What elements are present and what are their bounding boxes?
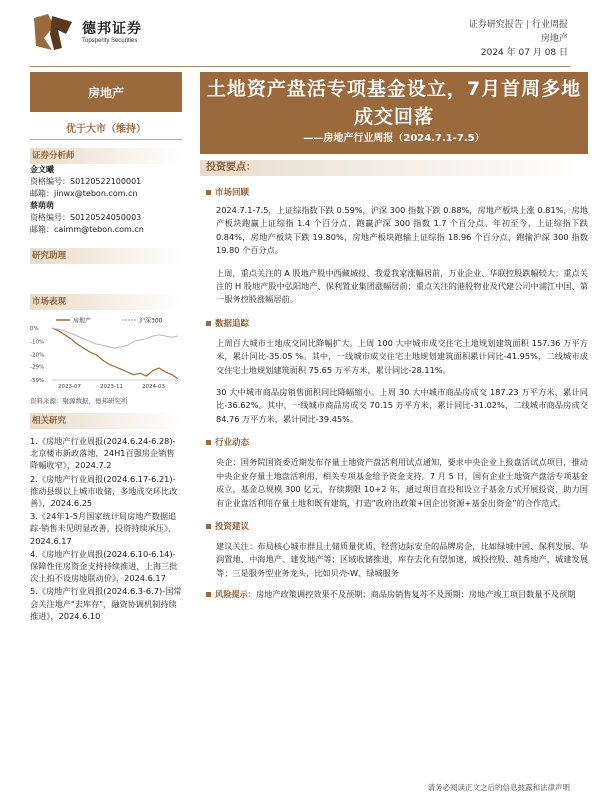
key-points-title: 投资要点： <box>200 160 588 176</box>
related-item[interactable]: 4.《房地产行业周报(2024.6.10-6.14)-保障性住房资金支持持续推进，上海三批次土拍不设房地联动价》，2024.6.17 <box>30 548 178 584</box>
related-item[interactable]: 5.《房地产行业周报(2024.6.3-6.7)-国常会关注地产"去库存"，融资协调机制持续推进》，2024.6.10 <box>30 586 182 621</box>
report-type: 证券研究报告 <box>468 20 523 30</box>
logo-chinese-name: 德邦证券 <box>82 21 142 37</box>
research-assistant-title: 研究助理 <box>30 248 182 264</box>
analysts-title: 证券分析师 <box>30 148 182 164</box>
chart-source: 资料来源：聚源数据，德邦研究所 <box>30 397 128 405</box>
bullet-icon <box>206 321 211 326</box>
risk-warning: 风险提示：房地产政策调控效果不及预期；商品房销售复苏不及预期；房地产竣工项目数量不及预期 <box>206 588 588 601</box>
paragraph: 30 大中城市商品房销售面积同比降幅缩小。上周 30 大中城市商品房成交 187.23 万平方米，累计同比-36.62%。其中，一线城市商品房成交 70.15 万平方米，累计同比-31.02%，二线城市商品房成交 84.76 万平方米，累计同比-39.45%。 <box>216 387 588 424</box>
risk-text: 房地产政策调控效果不及预期；商品房销售复苏不及预期；房地产竣工项目数量不及预期 <box>255 589 576 600</box>
bullet-icon <box>206 440 211 445</box>
bullet-icon <box>206 190 211 195</box>
company-logo <box>32 12 162 52</box>
logo-english-name: Topsperity Securities <box>82 38 138 44</box>
bullet-icon <box>206 524 211 529</box>
section-heading-industry-news: 行业动态 <box>206 436 588 450</box>
legend-label: 沪深300 <box>139 317 163 325</box>
analyst-name: 蔡萌萌 <box>30 201 54 210</box>
series-line-real-estate <box>52 328 178 379</box>
related-item[interactable]: 2.《房地产行业周报(2024.6.17-6.21)-推动县级以上城市收储，多地成交环比改善》，2024.6.25 <box>30 473 178 509</box>
y-tick-label: -39% <box>30 378 45 384</box>
chart-svg <box>30 314 182 394</box>
x-tick-label: 2024-03 <box>142 384 165 390</box>
related-research-title: 相关研究 <box>30 413 182 429</box>
industry-rating: 优于大市（维持） <box>30 120 182 140</box>
report-industry: 房地产 <box>540 34 568 44</box>
market-performance-chart <box>30 314 182 394</box>
y-tick-label: -10% <box>30 339 45 346</box>
header-divider <box>30 66 570 67</box>
report-date: 2024 年 07 月 08 日 <box>480 48 568 58</box>
report-title: 土地资产盘活专项基金设立，7月首周多地成交回落 <box>206 78 582 128</box>
paragraph: 建议关注：布局核心城市群且土储质量优质，经营边际安全的品牌房企，比如绿城中国、保利发展、华润置地、中海地产、建发地产等；区域收储推进，库存去化有望加速，城投控股、越秀地产、城建发展等；三是服务型业务龙头，比如贝壳-W、绿城服务 <box>216 540 588 578</box>
y-tick-label: 0% <box>30 326 39 332</box>
section-heading-investment-advice: 投资建议 <box>206 520 588 534</box>
related-research-list <box>30 435 182 622</box>
section-heading-market-review: 市场回顾 <box>206 186 588 200</box>
y-tick-label: -20% <box>30 352 45 359</box>
risk-heading: 风险提示 <box>215 589 248 600</box>
section-heading-data-tracking: 数据追踪 <box>206 317 588 331</box>
legal-footer: 请务必阅读正文之后的信息披露和法律声明 <box>427 783 570 792</box>
paragraph: 上周，重点关注的 A 股地产股中西藏城投、我爱我家涨幅居前，万业企业、华联控股跌幅较大；重点关注的 H 股地产股中弘阳地产、保利置业集团涨幅居前；重点关注的港股物业及代建公司中浦江中国、第一服务控股涨幅居前。 <box>216 267 588 305</box>
market-performance-title: 市场表现 <box>30 294 182 310</box>
legend-label: 房地产 <box>73 317 92 325</box>
paragraph: 央企：国务院国资委近期发布存量土地资产盘活利用试点通知，要求中央企业上报盘活试点项目，推动中央企业存量土地盘活利用，相关专项基金给予资金支持。7 月 5 日，国有企业土地资产盘活专项基金成立，基金总规模 300 亿元，存续期限 10+2 年，通过项目直投和设立子基金方式开展投资，助力国有企业盘活利用存量土地和既有建筑，打造“政府出政策+国企出资源+基金出资金”的合作范式。 <box>216 457 588 508</box>
report-meta: 证券研究报告 | 行业周报 房地产 2024 年 07 月 08 日 <box>368 18 568 60</box>
x-tick-label: 2023-11 <box>100 384 123 390</box>
left-sidebar <box>30 72 182 623</box>
research-assistant-spacer <box>30 264 182 286</box>
analyst-1 <box>30 164 182 200</box>
logo-mark-icon <box>32 12 74 52</box>
analyst-email[interactable]: 邮箱：jinwx@tebon.com.cn <box>30 189 138 198</box>
bullet-icon <box>206 592 211 597</box>
analyst-name: 金文曦 <box>30 165 54 174</box>
paragraph: 2024.7.1-7.5，上证综指数下跌 0.59%，沪深 300 指数下跌 0.88%，房地产板块上涨 0.81%，房地产板块跑赢上证综指 1.4 个百分点，跑赢沪深 300 指数 1.7 个百分点。年初至今，上证综指下跌 0.84%，房地产板块下跌 19.80%，房地产板块跑输上证综指 18.96 个百分点，跑输沪深 300 指数 19.80 个百分点。 <box>216 205 588 256</box>
related-item[interactable]: 3.《24年1-5月国家统计局房地产数据追踪-销售未见明显改善，投资持续承压》，2024.6.17 <box>30 511 177 546</box>
report-title-box <box>200 72 588 154</box>
analyst-2 <box>30 200 182 236</box>
report-subtitle: ——房地产行业周报（2024.7.1-7.5） <box>303 133 485 144</box>
analyst-cert: 资格编号：S0120522100001 <box>30 177 142 186</box>
y-tick-label: -29% <box>30 364 45 371</box>
paragraph: 上周百大城市土地成交同比降幅扩大。上周 100 大中城市成交住宅土地规划建筑面积 157.36 万平方米，累计同比-35.05 %。其中，一线城市成交住宅土地规划建筑面积累计同比-41.95%，二线城市成交住宅土地规划建筑面积 75.65 万平方米，累计同比-28.11%。 <box>216 337 588 375</box>
x-tick-label: 2023-07 <box>58 384 81 390</box>
analyst-email[interactable]: 邮箱：caimm@tebon.com.cn <box>30 225 144 234</box>
related-item[interactable]: 1.《房地产行业周报(2024.6.24-6.28)-北京楼市新政落地，24H1百强房企销售降幅收窄》，2024.7.2 <box>30 436 176 471</box>
report-body <box>206 186 588 602</box>
industry-category: 房地产 <box>30 72 182 112</box>
report-kind: 行业周报 <box>531 20 568 30</box>
analyst-cert: 资格编号：S0120524050003 <box>30 213 142 222</box>
